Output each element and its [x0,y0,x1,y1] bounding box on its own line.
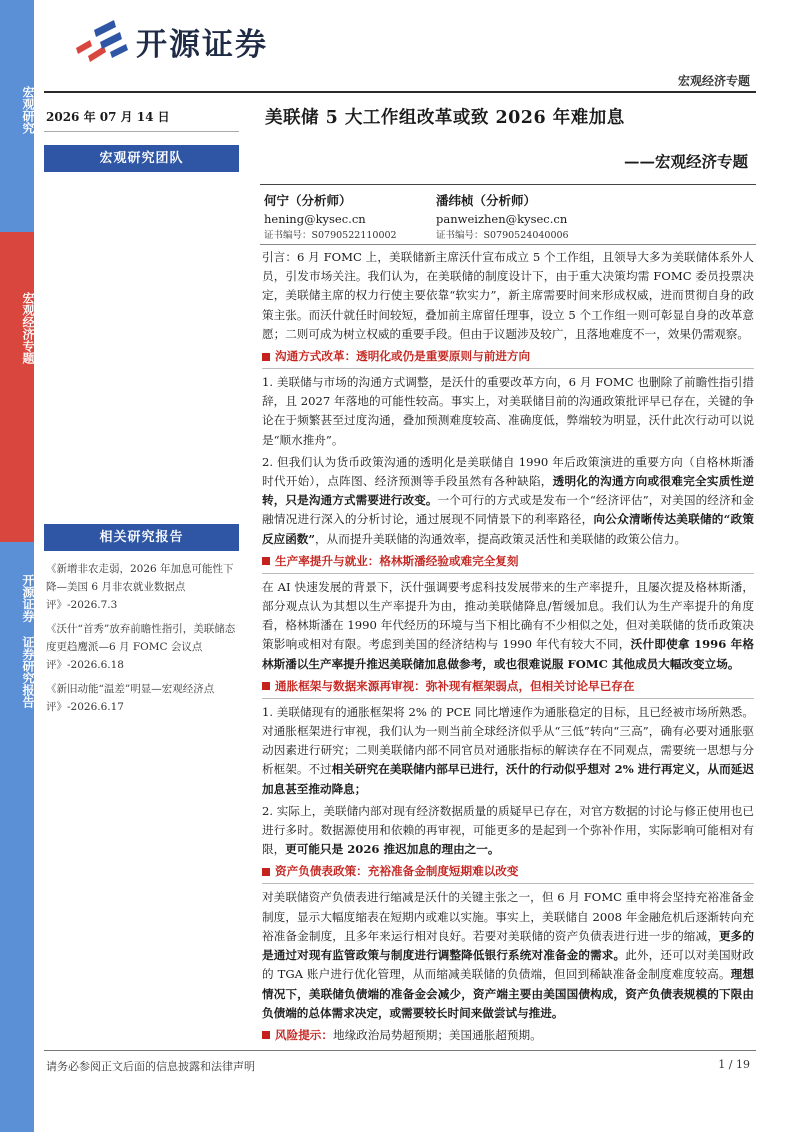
section-content [262,368,754,549]
section-heading [262,862,754,881]
section-heading-text: 通胀框架与数据来源再审视：弥补现有框架弱点，但相关讨论早已存在 [275,678,635,693]
text-run: 2. 但我们认为货币政策沟通的透明化是美联储自 1990 年后政策演进的重要方向（自格林斯潘时代开始），点阵图、经济预测等手段虽然有各种缺陷， [262,454,754,489]
analyst-divider [260,244,756,245]
square-bullet-icon [262,1031,270,1039]
text-run: 1. 美联储现有的通胀框架将 2% 的 PCE 同比增速作为通胀稳定的目标，且已经被市场所熟悉。对通胀框架进行审视，我们认为一则当前全球经济似乎从“三低”转向“三高”，确有必要对通胀驱动因素进行研究；二则美联储内部不同官员对通胀指标的解读存在不同观点，需要统一思想与分析框架。不过 [262,704,754,777]
report-body [262,248,754,1048]
body-paragraph [262,802,754,860]
report-date: 2026 年 07 月 14 日 [46,110,170,124]
report-subtitle: ——宏观经济专题 [623,152,748,171]
analyst-email[interactable]: hening@kysec.cn [264,212,366,226]
risk-heading: 风险提示： [275,1027,333,1042]
emphasis-text: 更可能只是 2026 推迟加息的理由之一。 [285,842,500,857]
header-tag: 宏观经济专题 [677,74,750,88]
square-bullet-icon [262,353,270,361]
body-paragraph [262,453,754,549]
text-run: ，从而提升美联储的沟通效率，提高政策灵活性和美联储的政策公信力。 [315,531,687,546]
square-bullet-icon [262,557,270,565]
related-report-item[interactable]: 《沃什“首秀”放弃前瞻性指引，美联储态度更趋鹰派—6 月 FOMC 会议点评》-2026.6.18 [46,623,236,671]
emphasis-text: 透明化的沟通方向或很难完全实质性逆转，只是沟通方式需要进行改变。 [262,474,754,508]
date-divider [44,131,239,132]
related-report-item[interactable]: 《新旧动能“温差”明显—宏观经济点评》-2026.6.17 [46,683,215,713]
title-divider [260,184,756,185]
side-label-top: 宏观研究 [21,86,35,134]
risk-text: 地缘政治局势超预期；美国通胀超预期。 [332,1027,542,1042]
text-run: 此外，还可以对美国财政的 TGA 账户进行优化管理，从而缩减美联储的负债端，但回到稀缺准备金制度难度较高。 [262,948,754,982]
page-number: 1 / 19 [718,1058,750,1071]
analyst-card [436,192,569,244]
analyst-name: 何宁（分析师） [264,193,352,208]
text-run: 一个可行的方式或是发布一个“经济评估”，对美国的经济和金融情况进行深入的分析讨论，通过展现不同情景下的利率路径， [262,493,754,527]
side-band [0,0,34,1132]
team-label: 宏观研究团队 [44,145,239,172]
section-heading-text: 沟通方式改革：透明化或仍是重要原则与前进方向 [275,349,531,364]
section-heading [262,552,754,571]
logo-mark-icon [70,18,130,64]
section-heading-text: 资产负债表政策：充裕准备金制度短期难以改变 [275,864,519,879]
related-reports-list [46,560,244,722]
text-run: 对美联储资产负债表进行缩减是沃什的关键主张之一，但 6 月 FOMC 重申将会坚持充裕准备金制度，显示大幅度缩表在短期内或难以实施。事实上，美联储自 2008 年金融危机后逐渐转向充裕准备金制度，且多年来运行相对良好。若要对美联储的资产负债表进行进一步的缩减， [262,890,754,943]
body-paragraph: 1. 美联储与市场的沟通方式调整，是沃什的重要改革方向，6 月 FOMC 也删除了前瞻性指引措辞，且 2027 年落地的可能性较高。事实上，对美联储目前的沟通政策批评早已存在，关键的争论在于频繁甚至过度沟通，叠加预测难度较高、准确度低，弊端较为明显，沃什此次行动可以说是“顺水推舟”。 [262,375,754,447]
analyst-cert: 证书编号：S0790524040006 [436,230,569,241]
emphasis-text: 相关研究在美联储内部早已进行，沃什的行动似乎想对 2% 进行再定义，从而延迟加息甚至推动降息； [262,762,754,796]
emphasis-text: 理想情况下，美联储负债端的准备金会减少，资产端主要由美国国债构成，资产负债表规模的下限由负债端的总体需求决定，或需要较长时间来做尝试与推进。 [262,967,754,1020]
emphasis-text: 更多的是通过对现有监管政策与制度进行调整降低银行系统对准备金的需求。 [262,928,754,963]
body-paragraph [262,703,754,799]
related-reports-label: 相关研究报告 [44,524,239,551]
intro-paragraph: 引言：6 月 FOMC 上，美联储新主席沃什宣布成立 5 个工作组，且领导大多为美联储体系外人员，引发市场关注。我们认为，在美联储的制度设计下，由于重大决策均需 FOMC 委员投票决定，美联储主席的权力行使主要依靠“软实力”，新主席需要时间来形成权威，进而贯彻自身的政策主张。而沃什就任时间较短，叠加前主席留任理事，设立 5 个工作组一则可彰显自身的改革意愿；二则可成为树立权威的重要手段。但由于议题涉及较广，且落地难度不一，效果仍需观察。 [262,250,754,341]
brand-logo [70,18,268,64]
section-content [262,698,754,860]
side-band-middle [0,232,34,542]
report-title: 美联储 5 大工作组改革或致 2026 年难加息 [265,108,625,128]
section-heading-text: 生产率提升与就业：格林斯潘经验或难完全复刻 [275,553,519,568]
footer-disclaimer: 请务必参阅正文后面的信息披露和法律声明 [46,1060,255,1073]
analyst-email[interactable]: panweizhen@kysec.cn [436,212,568,226]
emphasis-text: 沃什即使拿 1996 年格林斯潘以生产率提升推迟美联储加息做参考，或也很难说服 FOMC 其他成员大幅改变立场。 [262,637,754,671]
analyst-card [264,192,397,244]
brand-name: 开源证券 [136,26,268,63]
analyst-name: 潘纬桢（分析师） [436,193,537,208]
body-paragraph [262,578,754,674]
section-heading [262,347,754,366]
side-label-bottom: 开源证券 证券研究报告 [21,574,35,708]
square-bullet-icon [262,682,270,690]
analyst-cert: 证书编号：S0790522110002 [264,230,397,241]
section-content [262,573,754,674]
risk-paragraph [262,1026,754,1045]
text-run: 2. 实际上，美联储内部对现有经济数据质量的质疑早已存在，对官方数据的讨论与修正使用也已进行多时。数据源使用和依赖的再审视，可能更多的是起到一个弥补作用，实际影响可能相对有限， [262,803,754,857]
square-bullet-icon [262,868,270,876]
text-run: 在 AI 快速发展的背景下，沃什强调要考虑科技发展带来的生产率提升，且屡次提及格林斯潘，部分观点认为其想以生产率提升为由，推动美联储降息/暂缓加息。我们认为生产率提升的角度看，格林斯潘在 1990 年代经历的环境与当下相比确有不少相似之处，但对美联储的货币政策决策影响或相对有限。考虑到美国的经济结构与 1990 年代有较大不同， [262,579,754,652]
body-paragraph [262,888,754,1022]
section-heading [262,677,754,696]
related-report-item[interactable]: 《新增非农走弱，2026 年加息可能性下降—美国 6 月非农就业数据点评》-2026.7.3 [46,563,234,611]
side-label-middle: 宏观经济专题 [21,292,35,364]
emphasis-text: 向公众清晰传达美联储的“政策反应函数” [262,512,754,546]
footer-divider [44,1050,756,1051]
section-content [262,883,754,1022]
header-divider [44,91,756,93]
